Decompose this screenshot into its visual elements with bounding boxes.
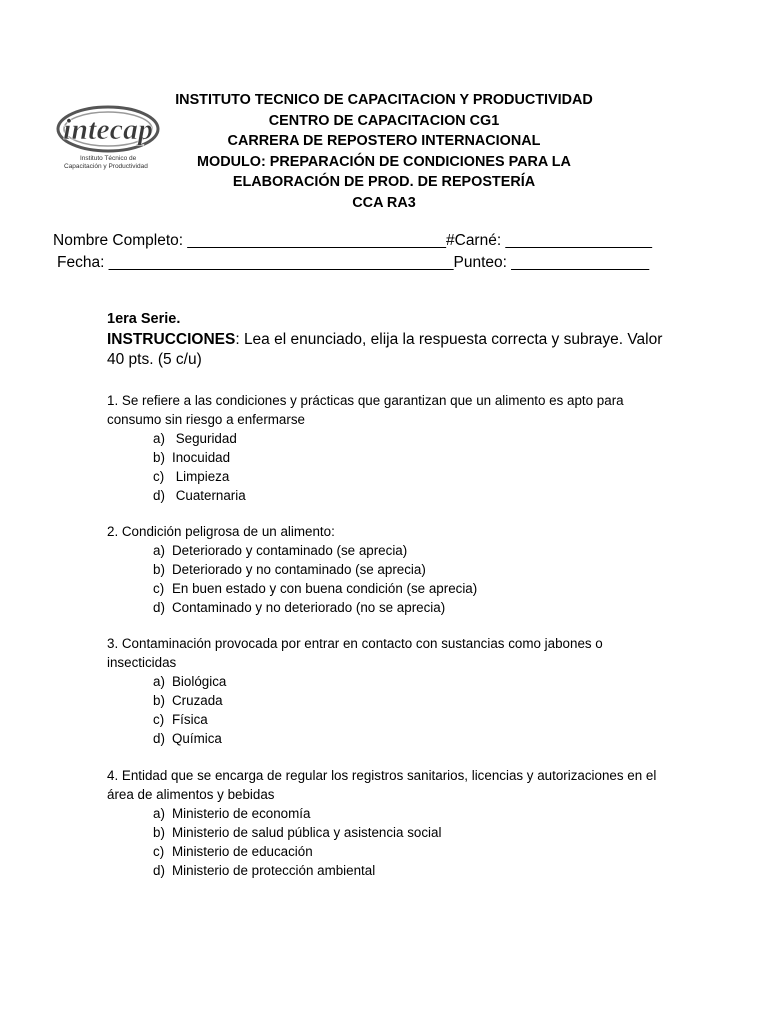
svg-text:intecap: intecap xyxy=(63,113,153,146)
question-stem: 4. Entidad que se encarga de regular los registros sanitarios, licencias y autorizaciones en el área de alimentos y bebidas xyxy=(107,768,657,802)
option-c[interactable]: c) Física xyxy=(153,712,208,727)
serie-title: 1era Serie. xyxy=(107,311,181,327)
option-d[interactable]: d) Cuaternaria xyxy=(153,488,246,503)
question-4 xyxy=(107,766,667,880)
instructions-text: : Lea el enunciado, elija la respuesta correcta y subraye. Valor 40 pts. (5 c/u) xyxy=(107,330,663,368)
option-b[interactable]: b) Cruzada xyxy=(153,693,223,708)
option-a[interactable]: a) Deteriorado y contaminado (se aprecia) xyxy=(153,543,408,558)
option-c[interactable]: c) Limpieza xyxy=(153,469,230,484)
option-c[interactable]: c) Ministerio de educación xyxy=(153,844,313,859)
instructions xyxy=(107,330,667,371)
instructions-label: INSTRUCCIONES xyxy=(107,330,236,348)
option-a[interactable]: a) Ministerio de economía xyxy=(153,806,311,821)
question-stem: 1. Se refiere a las condiciones y prácticas que garantizan que un alimento es apto para consumo sin riesgo a enfermarse xyxy=(107,393,624,427)
name-carne-row xyxy=(53,232,652,250)
logo-subtitle: Instituto Técnico de Capacitación y Productividad xyxy=(64,155,148,170)
question-2 xyxy=(107,522,667,617)
header-line-2: CENTRO DE CAPACITACION CG1 xyxy=(268,112,500,129)
document-header xyxy=(100,90,668,213)
carne-field[interactable]: #Carné: _________________ xyxy=(446,232,652,249)
name-field[interactable]: Nombre Completo: ______________________________ xyxy=(53,232,446,249)
option-c[interactable]: c) En buen estado y con buena condición (se aprecia) xyxy=(153,581,478,596)
option-b[interactable]: b) Inocuidad xyxy=(153,450,231,465)
option-b[interactable]: b) Ministerio de salud pública y asistencia social xyxy=(153,825,442,840)
fecha-field[interactable]: Fecha: ________________________________________ xyxy=(57,254,454,271)
option-d[interactable]: d) Ministerio de protección ambiental xyxy=(153,863,376,878)
header-line-4: MODULO: PREPARACIÓN DE CONDICIONES PARA LA xyxy=(197,153,571,170)
question-stem: 3. Contaminación provocada por entrar en contacto con sustancias como jabones o insecticidas xyxy=(107,636,603,670)
option-b[interactable]: b) Deteriorado y no contaminado (se aprecia) xyxy=(153,562,426,577)
header-line-6: CCA RA3 xyxy=(352,194,416,211)
option-a[interactable]: a) Seguridad xyxy=(153,431,237,446)
header-line-1: INSTITUTO TECNICO DE CAPACITACION Y PRODUCTIVIDAD xyxy=(175,92,593,108)
header-line-5: ELABORACIÓN DE PROD. DE REPOSTERÍA xyxy=(232,174,536,190)
option-d[interactable]: d) Química xyxy=(153,731,222,746)
question-3 xyxy=(107,634,667,748)
question-stem: 2. Condición peligrosa de un alimento: xyxy=(107,524,335,539)
header-line-3: CARRERA DE REPOSTERO INTERNACIONAL xyxy=(227,133,541,149)
punteo-field[interactable]: Punteo: ________________ xyxy=(453,254,650,271)
fecha-punteo-row xyxy=(57,254,649,272)
question-1 xyxy=(107,391,667,505)
section-instructions xyxy=(107,309,667,371)
option-a[interactable]: a) Biológica xyxy=(153,674,227,689)
option-d[interactable]: d) Contaminado y no deteriorado (no se aprecia) xyxy=(153,600,446,615)
